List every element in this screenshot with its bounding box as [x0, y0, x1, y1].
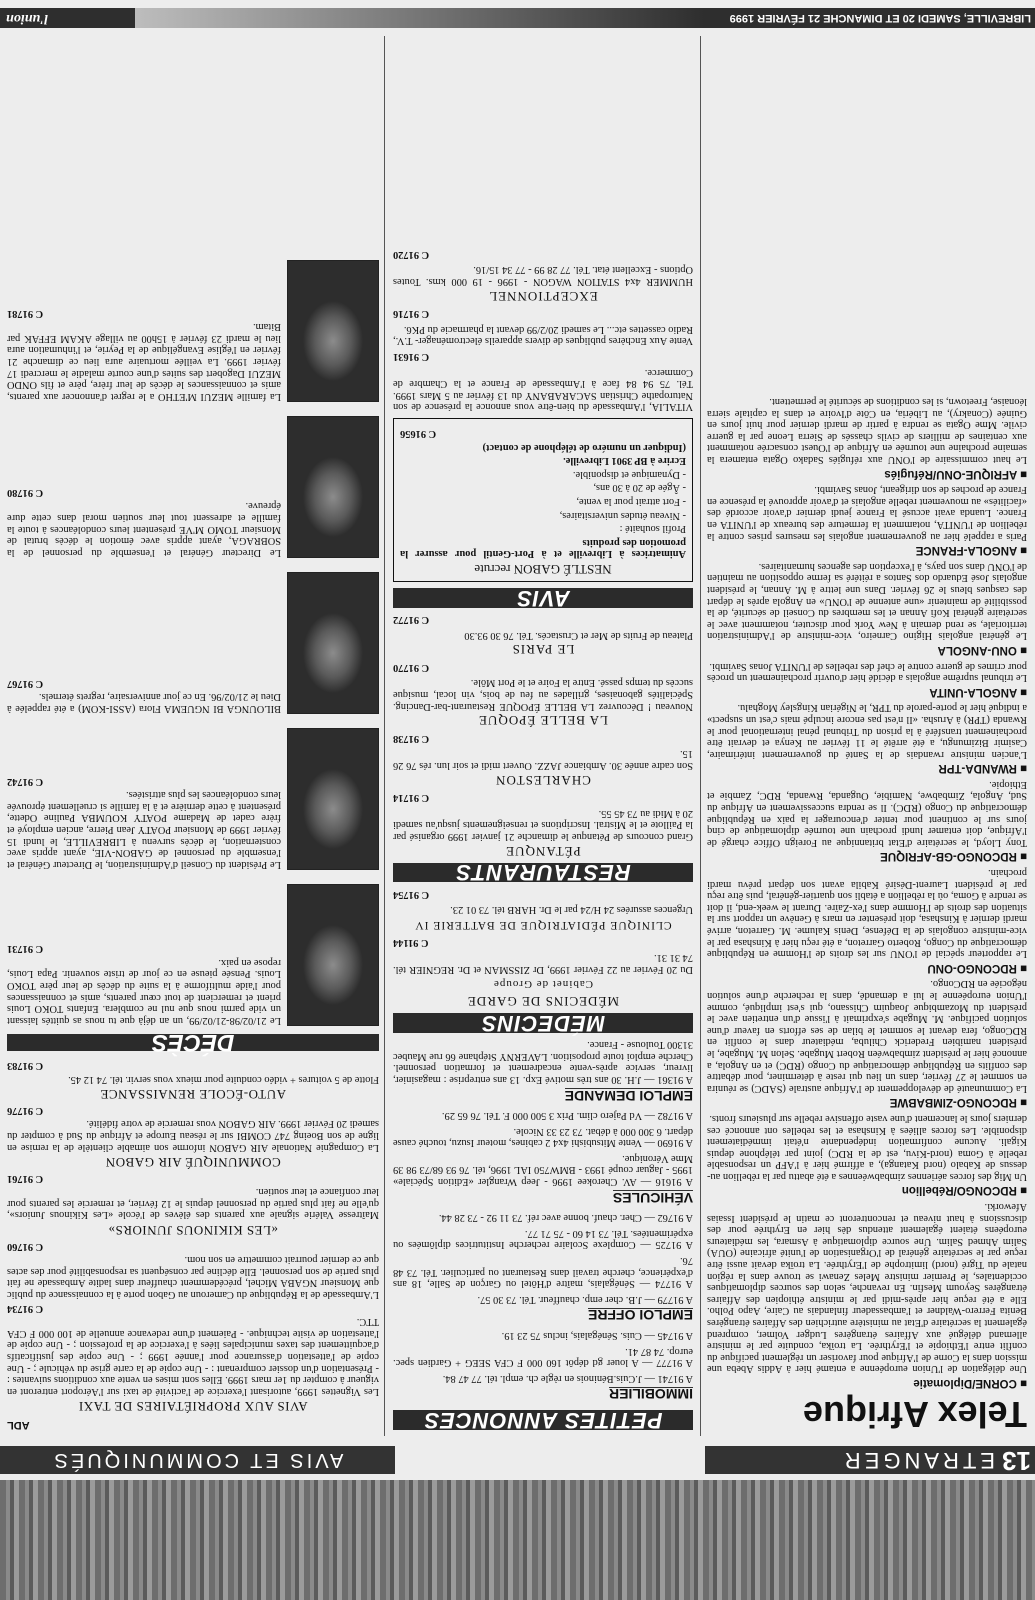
telex-heading: ■ RDCONGO/Rébellion — [707, 1184, 1027, 1196]
restaurant-text: Son cadre année 30. Ambiance JAZZ. Ouvert midi et soir lun. rés 76 26 15. — [393, 748, 693, 772]
ad-ref: C 91783 — [7, 1059, 44, 1071]
telex-heading: ■ RDCONGO-ZIMBABWE — [707, 1096, 1027, 1108]
airgabon-text: La Compagnie Nationale AIR GABON informe son aimable clientèle de la remise en ligne de son Boeing 747 COMBI sur le réseau Europe et Afrique du Sud à compter du samedi 20 Février 1999. AIR GABON vous remercie de votre fidélité. — [7, 1118, 379, 1153]
obituary-text: Le Président du Conseil d'Administration, le Directeur Général et l'ensemble du personnel de GABON-VIE, ayant appris avec consternation, le décès survenu à LIBREVILLE, le lundi 15 février 1999 de Monsieur POATY Jean Pierre, ancien employé et frère cadet de Madame POATY KOUMBA Pauline Odette, présentent à cette dernière et à la famille si cruellement éprouvée leurs condoléances les plus attristées. — [7, 789, 281, 870]
telex-heading: ■ ANGOLA-UNITA — [707, 685, 1027, 697]
restaurant-text: Grand concours de Pétanque le dimanche 21 janvier 1999 organisé par la Paillote et le Mistral. Inscriptions et renseignements jusqu'au samedi 20 à Midi au 73 45 55. — [393, 807, 693, 843]
classifieds-column — [393, 36, 693, 1436]
ad-ref: C 91772 — [393, 614, 430, 626]
obituary — [7, 564, 379, 714]
immobilier-heading: IMMOBILIER — [609, 1386, 693, 1403]
column-rule — [384, 36, 385, 1436]
page-header — [0, 1440, 1035, 1480]
recruitment-profile-item: - Dynamique et disponible. — [572, 468, 686, 480]
autoecole-text: Flotte de 5 voitures + vidéo conduite pour mieux vous servir. tél. 74 12 45. — [68, 1073, 379, 1085]
classified-ad: A 91725 — Complexe Scolaire recherche Institutrices diplômées ou expérimentées. Tél. 73 14 60 - 75 71 77. — [393, 1227, 693, 1251]
ad-ref: C 91742 — [7, 775, 44, 787]
emploi-demande-heading: EMPLOI DEMANDE — [564, 1087, 693, 1104]
kikinous-text: Maîtresse Valérie signale aux parents des élèves de l'école «Les Kikinous Juniors», qu'elle ne fait plus partie du personnel depuis le 12 février, et remercie les parents pour leur confiance et leur soutien. — [7, 1186, 379, 1221]
taxi-notice-heading: AVIS AUX PROPRIÉTAIRES DE TAXI — [78, 1399, 308, 1415]
section-banner-avis — [0, 1446, 395, 1474]
ad-ref: C 91754 — [393, 888, 430, 900]
page-footer — [0, 4, 1035, 32]
ad-ref: C 91780 — [7, 486, 44, 498]
classified-ad: A 91782 — Vd Pajero clim. Prix 3 500 000 F. Tél. 76 65 29. — [441, 1110, 693, 1122]
obituary-text: Le 21/02/98-21/02/99, un an déjà que tu nous as quittés laissant un vide parmi nous que nul ne comblera. Enfants TOKO Louis prient et remercient de tout cœur parents, amis et connaissances pour l'aide multiforme à la suite du décès de leur père TOKO Louis. Pensée pieuse en ce jour de triste souvenir. Papa Louis, repose en paix. — [7, 956, 281, 1026]
ad-ref: C 91760 — [7, 1240, 44, 1252]
medecins-text: Du 20 Février au 22 Février 1999, Dr ZISSMAN et Dr. REGNIER tél. 74 31 31. — [393, 952, 693, 975]
portrait-photo — [287, 728, 379, 870]
medecins-garde-heading: MÉDECINS DE GARDE — [466, 993, 620, 1009]
adl-label: ADL — [7, 1419, 30, 1431]
exceptionnel-text: HUMMER 4x4 STATION WAGON - 1996 - 19 000 kms. Toutes Options - Excellent état. Tél. 77 28 99 - 77 34 15/16. — [393, 264, 693, 288]
restaurant-heading: LE PARIS — [511, 642, 575, 658]
obituary — [7, 876, 379, 1026]
ad-ref: C 91761 — [7, 1172, 44, 1184]
classified-ad: A 91361 — J.H. 30 ans très motivé Exp. 13 ans entreprise : magasinier, livreur, service après-vente encadrement et formation personnel. Cherche emploi toute proposition. LAVERNY Stéphane 66 rue Maubec 31300 Toulouse - France. — [393, 1039, 693, 1085]
restaurant-heading: PÉTANQUE — [505, 843, 581, 859]
telex-title: Telex Afrique — [802, 1394, 1027, 1435]
ad-ref: C 91738 — [393, 732, 430, 744]
telex-heading: ■ RWANDA-TPR — [707, 762, 1027, 774]
nestle-recruitment-box — [393, 418, 693, 582]
ad-ref: C 91731 — [7, 943, 44, 955]
kikinous-heading: «LES KIKINOUS JUNIORS» — [108, 1223, 278, 1239]
footer-brand: l'union — [0, 8, 135, 28]
recruitment-intro: Animatrices à Libreville et à Port-Gentil pour assurer la promotion des produits — [400, 536, 686, 560]
ad-ref: C 91656 — [400, 428, 437, 439]
recruitment-profile-item: - Niveau études universitaires, — [559, 509, 686, 521]
obituary-text: BILOUNGA BI NGUEMA Flora (ASSI-KOM) a été rappelée à Dieu le 21/02/96. En ce jour anniversaire, regrets éternels. — [7, 691, 281, 714]
autoecole-heading: AUTO-ÉCOLE RENAISSANCE — [100, 1087, 286, 1103]
classified-ad: A 91779 — J.B. cher emp. chauffeur. Tél. 73 30 57. — [477, 1293, 693, 1305]
obituary — [7, 252, 379, 402]
ad-ref: C 91716 — [393, 308, 430, 320]
ad-ref: C 91781 — [7, 307, 44, 319]
telex-text: Tony Lloyd, le secrétaire d'Etat britannique au Foreign Office chargé de l'Afrique, doit entamer lundi prochain une tournée diplomatique de cinq jours sur le continent pour tenter d'encourager la paix en République démocratique du Congo (RDC). Il se rendra successivement en Afrique du Sud, Angola, Zimbabwe, Namibie, Ouganda, Rwanda, RDC, Zambie et Ethiopie. — [707, 778, 1027, 848]
section-banner-etranger — [705, 1446, 1035, 1474]
telex-text: Paris a rappelé hier au gouvernement angolais les mesures prises contre la rébellion de l'UNITA, notamment la fermeture des bureaux de l'UNITA en France. Luanda avait accusé la France jeudi dernier d'avoir accordé des «facilités» au mouvement rebelle angolais et d'avoir approuvé la présence en France de proches de son dirigeant, Jonas Savimbi. — [707, 484, 1027, 542]
exceptionnel-heading: EXCEPTIONNEL — [488, 288, 598, 304]
telex-heading: ■ ANGOLA-FRANCE — [707, 544, 1027, 556]
classified-ad: A 91762 — Cher. chauf. bonne avec réf. 73 11 92 - 73 28 44. — [438, 1212, 693, 1224]
cabinet-heading: Cabinet de Groupe — [492, 978, 594, 991]
restaurant-heading: CHARLESTON — [495, 772, 591, 788]
ad-ref: C 91767 — [7, 677, 44, 689]
column-rule — [700, 36, 701, 1436]
auction-notice: Vente Aux Enchères publiques de divers appareils électroménager- T.V., Radio cassettes etc... Le samedi 20/2/99 devant la pharmacie du PK6. — [393, 323, 693, 347]
medecins-band: MÉDECINS — [393, 1013, 693, 1033]
deces-band: DÉCÈS — [7, 1034, 379, 1052]
clinique-heading: CLINIQUE PÉDIATRIQUE DE BATTERIE IV — [414, 919, 672, 931]
telex-text: Un Mig des forces aériennes zimbabwéennes a été abattu par la rébellion au-dessus de Kabalo (nord Katanga), a affirmé hier à l'AFP un responsable rebelle à Goma (nord-Kivu, est de la RDC) joint par téléphone depuis Kigali. Aucune confirmation indépendante n'était immédiatement disponible. Les forces alliées à Kinshasa et les rebelles ont annoncé ces derniers jours le lancement d'une vaste offensive rebelle sur plusieurs fronts. — [707, 1112, 1027, 1182]
ad-ref: C 91734 — [7, 1302, 44, 1314]
telex-text: Le tribunal suprême angolais a décidé hier d'ouvrir prochainement un procès pour crimes de guerre contre le chef des rebelles de l'UNITA Jonas Savimbi. — [707, 660, 1027, 684]
recruitment-profile-label: Profil souhaité : — [619, 523, 686, 535]
obituary — [7, 720, 379, 870]
emploi-offre-heading: EMPLOI OFFRE — [588, 1307, 693, 1324]
recruitment-note: (Indiquer un numéro de téléphone de contact) — [482, 441, 686, 453]
classified-ad: A 91745 — Cuis. Sénégalais, inclus 75 23 19. — [501, 1330, 693, 1342]
telex-text: L'ancien ministre rwandais de la Santé du gouvernement intérimaire, Casimir Bizimungu, a été arrêté le 11 février au Kenya et devrait être prochainement transféré à la prison du Tribunal pénal international pour le Rwanda (TPR) à Arusha. «Il n'est pas encore inculpé mais c'est un suspect» a indiqué hier le porte-parole du TPR, le Nigérian Kingsley Moghalu. — [707, 702, 1027, 760]
portrait-photo — [287, 884, 379, 1026]
ad-ref: C 91631 — [393, 351, 430, 363]
footer-gradient-bar — [135, 8, 705, 28]
restaurant-text: Nouveau ! Découvrez LA BELLE ÉPOQUE Restaurant-bar-Dancing. Spécialités gabonaises, grillades au feu de bois, vin local, musique succès du temps passé. Entre la Foire et le Port Môle. — [393, 677, 693, 712]
avis-band: AVIS — [393, 588, 693, 608]
telex-text: Le général angolais Higino Carneiro, vice-ministre de l'Administration territoriale, se rend demain à New York pour discuter, notamment avec le secrétaire général Kofi Annan et les membres du Conseil de sécurité, de la possibilité de maintenir «une antenne de l'ONU» en Angola après le départ des casques bleus le 26 février. Dans une lettre à M. Annan, le président angolais José Eduardo dos Santos a réitéré sa ferme opposition au maintien de l'ONU dans son pays, à l'exception des agences humanitaires. — [707, 560, 1027, 642]
restaurant-heading: LA BELLE ÉPOQUE — [478, 713, 608, 729]
recruitment-title: NESTLÉ GABON recrute — [474, 561, 612, 577]
ad-ref: C 91776 — [7, 1104, 44, 1116]
ambassade-notice: L'Ambassade de la République du Cameroun au Gabon porte à la connaissance du public que Monsieur NGABA Michel, précédemment chauffeur dans ladite Ambassade ne fait plus partie de son personnel. Elle décline par conséquent sa responsabilité pour des actes que ce dernier pourrait commettre en son nom. — [7, 1254, 379, 1301]
ad-ref: C 91714 — [393, 792, 430, 804]
communiques-column — [7, 36, 379, 1436]
taxi-notice-text: Les Vignettes 1999, autorisant l'exercice de l'activité de taxi sur l'Aéroport entreront en vigueur à compter du 1er mars 1999. Elles sont mises en vente aux conditions suivantes : - Présentation d'un dossier comprenant : - Une copie de la carte grise du véhicule ; - Une copie de l'attestation d'assurance pour l'année 1999 ; - Une copie des justificatifs d'acquittement des taxes municipales liées à l'exercice de la profession ; - Une copie de l'attestation de visite technique. - Paiement d'une redevance annuelle de 100 000 F CFA TTC. — [7, 1316, 379, 1397]
portrait-photo — [287, 416, 379, 558]
portrait-photo — [287, 260, 379, 402]
recruitment-profile-item: - Fort attrait pour la vente, — [576, 495, 686, 507]
obituary-text: Le Directeur Général et l'ensemble du personnel de la SOBRAGA, ayant appris avec émotion le décès brutal de Monsieur TOMO M'VE présentent leurs condoléances à toute la famille et adressent tout leur soutien moral dans cette dure épreuve. — [7, 500, 281, 558]
telex-heading: ■ ONU-ANGOLA — [707, 643, 1027, 655]
section-label: ETRANGER — [840, 1448, 995, 1473]
petites-annonces-band: PETITES ANNONCES — [393, 1410, 693, 1430]
telex-heading: ■ RDCONGO-ONU — [707, 961, 1027, 973]
recruitment-address: Ecrire à BP 3901 Libreville. — [563, 455, 686, 467]
clinique-text: Urgences assurées 24 H/24 par le Dr. HARB tél. 73 01 23. — [450, 904, 693, 916]
recruitment-profile-item: - Âgée de 20 à 30 ans, — [593, 482, 686, 494]
portrait-photo — [287, 572, 379, 714]
classified-ad: A 91690 — Vente Mitsubishi 4x4 2 cabines, moteur Isuzu, touché cause départ. 6 300 000 à débat. 73 23 33 Nicole. — [393, 1125, 693, 1149]
telex-text: La Communauté de développement de l'Afrique australe (SADC) se réunira en sommet le 27 février, dans un lieu qui reste à déterminer, pour débattre des conflits en République démocratique du Congo (RDC) et en Angola, a annoncé hier le président zimbabwéen Robert Mugabe. Selon M. Mugabe, le président namibien Frederick Chiluba, médiateur dans le conflit en RDCongo, fera devant le sommet le bilan de ses efforts en faveur d'une solution pacifique. M. Mugabe s'exprimait à l'issue d'un entretien avec le président du Mozambique Joaquim Chissano, qui s'est impliqué, comme l'Union européenne le lui a demandé, dans la recherche d'une solution négociée en RDCongo. — [707, 978, 1027, 1094]
section-label: AVIS ET COMMUNIQUÉS — [51, 1449, 344, 1472]
classified-ad: A 91741 — J.Cuis.Béninois en règle ch. empl. tél. 77 47 84. — [442, 1372, 693, 1384]
restaurants-band: RESTAURANTS — [393, 863, 693, 883]
obituary — [7, 408, 379, 558]
restaurant-text: Plateau de Fruits de Mer et Crustacés. Tél. 76 30 93.30 — [464, 629, 693, 641]
telex-text: Une délégation de l'Union européenne a entamé hier à Addis Abeba une mission dans la Corne de l'Afrique pour favoriser un règlement pacifique du conflit entre l'Ethiopie et l'Erythrée. La troïka, conduite par le ministre allemand délégué aux Affaires étrangères Ludger Volmer, comprend également la secrétaire d'Etat au ministère autrichien des Affaires étrangères Benita Ferrero-Waldner et l'ambassadeur finlandais au Caire, Aapo Polho. Elle a été reçue hier après-midi par le ministre éthiopien des Affaires étrangères Seyoum Mesfin. En revanche, selon des sources diplomatiques occidentales, le Premier ministre Meles Zenawi se trouve dans la région natale du Tigré (nord) limitrophe de l'Erythrée. La troïka devait aussi être reçue par le secrétaire général de l'Organisation de l'unité africaine (OUA) Salim Ahmed Salim. Une source diplomatique à Asmara, les médiateurs européens étaient également attendus dès hier en Erythrée pour des discussions à haut niveau et rencontreront ce matin le président Issaias Afeworki. — [707, 1201, 1027, 1375]
footer-date-line: LIBREVILLE, SAMEDI 20 ET DIMANCHE 21 FÉVRIER 1999 — [705, 8, 1035, 28]
ad-ref: C 91144 — [393, 936, 429, 948]
classified-ad: A 91616 — AV. Cherokee 1996 - Jeep Wrangler «Edition Spéciale» 1995 - Jaguar coupé 1993 - BMW750 IAL 1996, tél. 76 93 68/73 98 39 Mme Véronique. — [393, 1152, 693, 1188]
classified-ad: A 91777 — A louer gd dépôt 160 000 F CFA SEEG + Gardien spec. europ. 74 87 41. — [393, 1345, 693, 1369]
airgabon-heading: COMMUNIQUÉ AIR GABON — [105, 1155, 281, 1171]
telex-text: Le haut commissaire de l'ONU aux réfugiés Sadako Ogata entamera la semaine prochaine une tournée en Afrique de l'Ouest consacrée notamment aux centaines de milliers de civils chassés de Sierra Leone par la guerre civile. Mme Ogata se rendra à partir de mardi dernier pour huit jours en Guinée (Conakry), au Libéria, en Côte d'Ivoire et dans la capitale sierra léonaise, Freetown, si les conditions de sécurité le permettent. — [707, 396, 1027, 466]
page-number: 13 — [1002, 1446, 1031, 1476]
classified-ad: A 91774 — Sénégalais, maître d'Hôtel ou Garçon de Salle, 18 ans d'expérience, cherche travail dans Restaurant ou particulier. Tél. 73 48 76. — [393, 1255, 693, 1290]
telex-heading: ■ CORNE/Diplomatie — [707, 1376, 1027, 1388]
telex-afrique-column — [707, 36, 1027, 1436]
scanner-edge — [0, 1480, 1035, 1600]
ad-ref: C 91770 — [393, 661, 430, 673]
vehicules-heading: VÉHICULES — [612, 1189, 693, 1206]
telex-heading: ■ AFRIQUE-ONU/Réfugiés — [707, 467, 1027, 479]
ad-ref: C 91720 — [393, 248, 430, 260]
telex-heading: ■ RDCONGO-GB-AFRIQUE — [707, 850, 1027, 862]
vitalia-notice: VITALIA, l'Ambassade du bien-être vous annonce la présence de son Naturopathe Christian SACARABANY du 13 février au 5 Mars 1999. Tél. 75 94 84 face à l'Ambassade de France et la Chambre de Commerce. — [393, 366, 693, 413]
obituary-text: La famille MEZUI M'ETHO a le regret d'annoncer aux parents, amis et connaissances le décès de leur frère, père et fils ONDO MEZUI Dagobert des suites d'une courte maladie le mercredi 17 février 1999. La veillée mortuaire aura lieu ce dimanche 21 février en l'église Evangélique de la Peyrie, et l'inhumation aura lieu le mardi 23 février à 15h00 au village AKAM EFFAK par Bitam. — [7, 321, 281, 402]
telex-text: Le rapporteur spécial de l'ONU sur les droits de l'Homme en République démocratique du Congo, Roberto Garreton, a été reçu hier à Kinshasa par le vice-ministre congolais de la Défense, Denis Kalume. M. Garreton, arrivé mardi dernier à Kinshasa, doit présenter en mars à Genève un rapport sur la situation des droits de l'Homme dans l'ex-Zaïre. Durant le week-end, il doit se rendre à Goma, où la rébellion a établi son quartier-général, puis être reçu par le président Laurent-Désiré Kabila avant son départ prévu mardi prochain. — [707, 867, 1027, 960]
